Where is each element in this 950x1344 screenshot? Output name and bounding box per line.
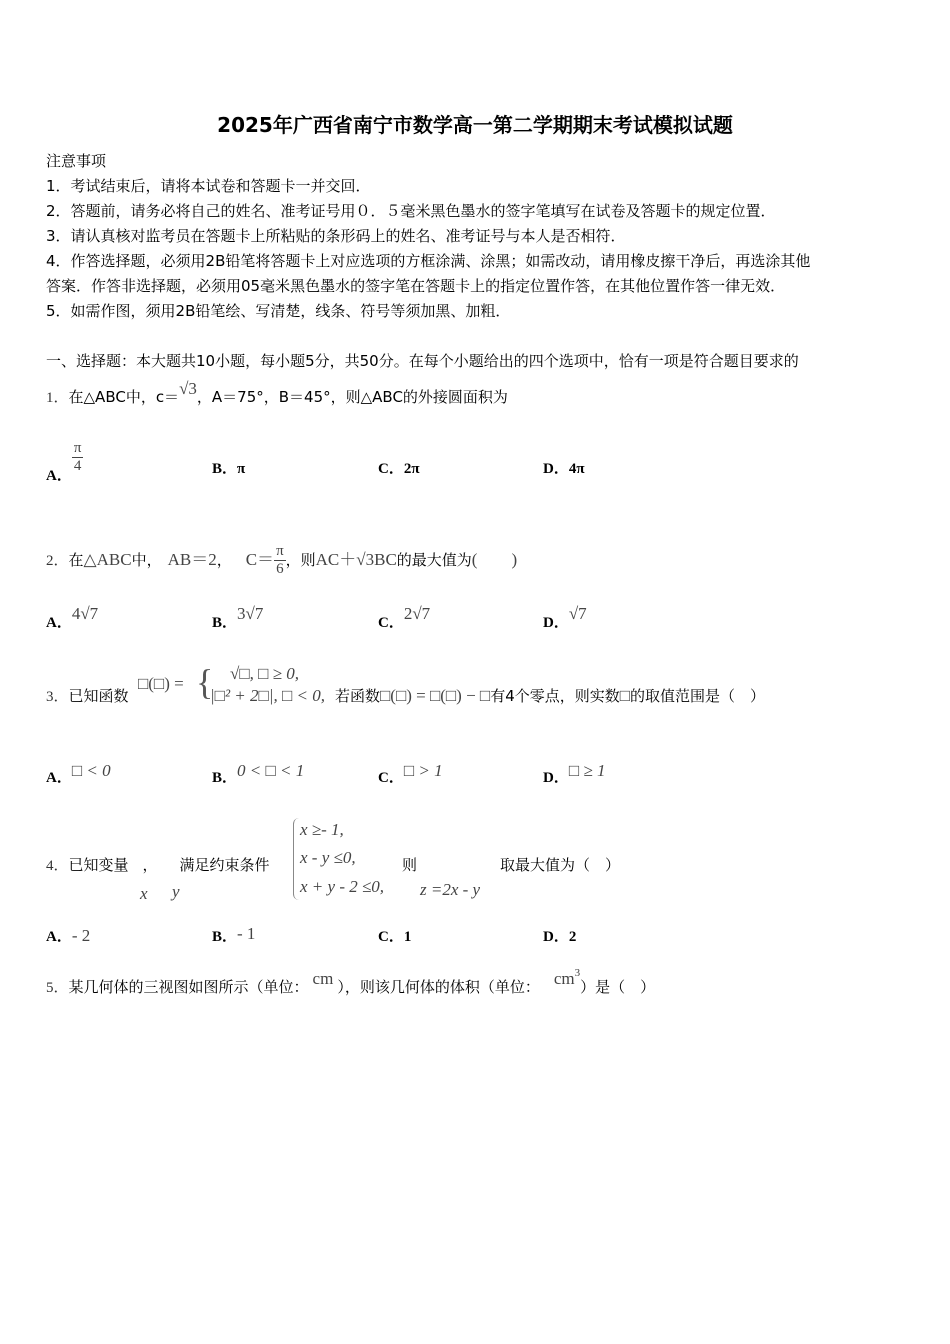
option-label: A．	[46, 468, 72, 484]
option-label: D．	[543, 929, 569, 945]
note-item: 1．考试结束后，请将本试卷和答题卡一并交回．	[46, 177, 371, 195]
option-d[interactable]	[543, 761, 606, 788]
option-c[interactable]	[378, 926, 411, 947]
numerator: π	[276, 543, 284, 559]
option-label: C．	[378, 929, 404, 945]
option-value: 2	[568, 929, 577, 945]
q-text: 的取值范围是（ ）	[630, 687, 766, 705]
notes-heading: 注意事项	[46, 152, 107, 170]
option-a[interactable]	[46, 761, 111, 788]
q-text: 有4个零点，则实数	[490, 687, 620, 705]
q-text: 在△ABC中，c＝	[68, 388, 180, 406]
q-text: 中，	[131, 551, 162, 569]
question-2	[46, 543, 517, 578]
option-label: C．	[378, 770, 404, 786]
option-b[interactable]	[212, 926, 255, 947]
q-text: ，A＝75°，B＝45°，则△ABC的外接圆面积为	[196, 388, 508, 406]
q-text: ，则	[285, 551, 316, 569]
option-label: C．	[378, 615, 404, 631]
q-text: 某几何体的三视图如图所示（单位：	[68, 978, 309, 996]
note-item: 5．如需作图，须用2B铅笔绘、写清楚，线条、符号等须加黑、加粗．	[46, 302, 511, 320]
question-5	[46, 967, 656, 998]
option-c[interactable]	[378, 458, 420, 479]
question-1	[46, 379, 508, 408]
option-value: 0 < □ < 1	[237, 761, 305, 780]
question-3-rest	[335, 686, 765, 706]
question-4-start	[46, 855, 270, 876]
option-a[interactable]	[46, 926, 90, 947]
math: AC＋√3BC	[315, 550, 397, 569]
q-text: 满足约束条件	[179, 856, 270, 874]
note-item: 2．答题前，请务必将自己的姓名、准考证号用０．５毫米黑色墨水的签字笔填写在试卷及答题卡的规定位置．	[46, 202, 776, 220]
brace-icon: {	[196, 662, 214, 702]
numerator: π	[73, 440, 82, 456]
math: AB＝2	[167, 550, 217, 569]
option-label: A．	[46, 615, 72, 631]
question-3-start	[46, 686, 129, 707]
option-value: - 2	[71, 926, 91, 945]
q-text: 已知函数	[68, 687, 129, 705]
option-value: 4√7	[71, 604, 99, 623]
note-item: 答案．作答非选择题，必须用05毫米黑色墨水的签字笔在答题卡上的指定位置作答，在其他位置作答一律无效．	[46, 277, 786, 295]
math: C＝	[245, 550, 275, 569]
option-label: B．	[212, 461, 238, 477]
option-value: 4π	[568, 461, 585, 477]
option-value: 1	[403, 929, 412, 945]
constraint-2: x - y ≤0,	[300, 848, 356, 867]
q-text: ），则该几何体的体积（单位：	[337, 978, 540, 996]
option-b[interactable]	[212, 761, 305, 788]
q-text: 取最大值为（ ）	[500, 856, 621, 874]
objective: z =2x - y	[420, 880, 481, 899]
option-value: □ < 0	[71, 761, 111, 780]
math: △ABC	[83, 550, 132, 569]
question-number: 2．	[46, 553, 69, 569]
q-text: ，	[142, 856, 158, 874]
case-2: |□² + 2□|, □ < 0,	[210, 686, 325, 705]
math: □	[619, 686, 631, 705]
constraint-1: x ≥- 1,	[300, 820, 344, 839]
option-b[interactable]	[212, 458, 245, 479]
option-c[interactable]	[378, 761, 443, 788]
option-value: 2√7	[403, 604, 431, 623]
section-heading: 一、选择题：本大题共10小题，每小题5分，共50分。在每个小题给出的四个选项中，恰有一项是符合题目要求的	[46, 352, 799, 370]
option-d[interactable]	[543, 458, 585, 479]
option-label: D．	[543, 461, 569, 477]
option-d[interactable]	[543, 604, 587, 633]
question-number: 5．	[46, 980, 69, 996]
option-b[interactable]	[212, 604, 264, 633]
option-label: B．	[212, 615, 238, 631]
math: □(□) = □(□) − □	[380, 686, 491, 705]
function-def: □(□) =	[138, 674, 184, 693]
question-number: 4．	[46, 858, 69, 874]
option-c[interactable]	[378, 604, 431, 633]
option-value: 2π	[403, 461, 420, 477]
option-a[interactable]	[46, 604, 99, 633]
fraction	[72, 440, 84, 475]
note-item: 3．请认真核对监考员在答题卡上所粘贴的条形码上的姓名、准考证号与本人是否相符．	[46, 227, 626, 245]
option-label: C．	[378, 461, 404, 477]
option-label: A．	[46, 929, 72, 945]
question-number: 3．	[46, 689, 69, 705]
option-label: B．	[212, 770, 238, 786]
option-a[interactable]	[46, 440, 83, 484]
option-value: □ ≥ 1	[568, 761, 606, 780]
brace-icon	[293, 818, 299, 900]
constraint-3: x + y - 2 ≤0,	[300, 877, 385, 896]
unit: cm	[312, 969, 334, 988]
unit: cm	[553, 969, 575, 988]
option-value: √7	[568, 604, 587, 623]
var-x: x	[140, 884, 148, 903]
option-value: - 1	[237, 924, 256, 943]
fraction	[274, 543, 286, 578]
q-text: ，	[216, 551, 232, 569]
q-text: 在	[68, 551, 84, 569]
denominator: 6	[276, 561, 284, 577]
q-text: 若函数	[335, 687, 381, 705]
math: ( )	[471, 550, 518, 569]
option-value: π	[237, 461, 246, 477]
q-text: ）是（ ）	[580, 978, 656, 996]
var-y: y	[172, 882, 180, 901]
question-number: 1．	[46, 390, 69, 406]
note-item: 4．作答选择题，必须用2B铅笔将答题卡上对应选项的方框涂满、涂黑；如需改动，请用橡皮擦干净后，再选涂其他	[46, 252, 811, 270]
option-d[interactable]	[543, 926, 576, 947]
q-text: 则	[402, 856, 418, 874]
option-label: B．	[212, 929, 238, 945]
option-value: □ > 1	[403, 761, 443, 780]
unit-exponent: 3	[574, 967, 581, 979]
option-value: 3√7	[237, 604, 264, 623]
option-label: D．	[543, 770, 569, 786]
option-label: A．	[46, 770, 72, 786]
denominator: 4	[73, 458, 82, 474]
math: √3	[179, 379, 197, 398]
q-text: 已知变量	[68, 856, 129, 874]
page-title: 2025年广西省南宁市数学高一第二学期期末考试模拟试题	[217, 113, 733, 137]
option-label: D．	[543, 615, 569, 631]
q-text: 的最大值为	[396, 551, 472, 569]
case-1: √□, □ ≥ 0,	[230, 664, 299, 683]
